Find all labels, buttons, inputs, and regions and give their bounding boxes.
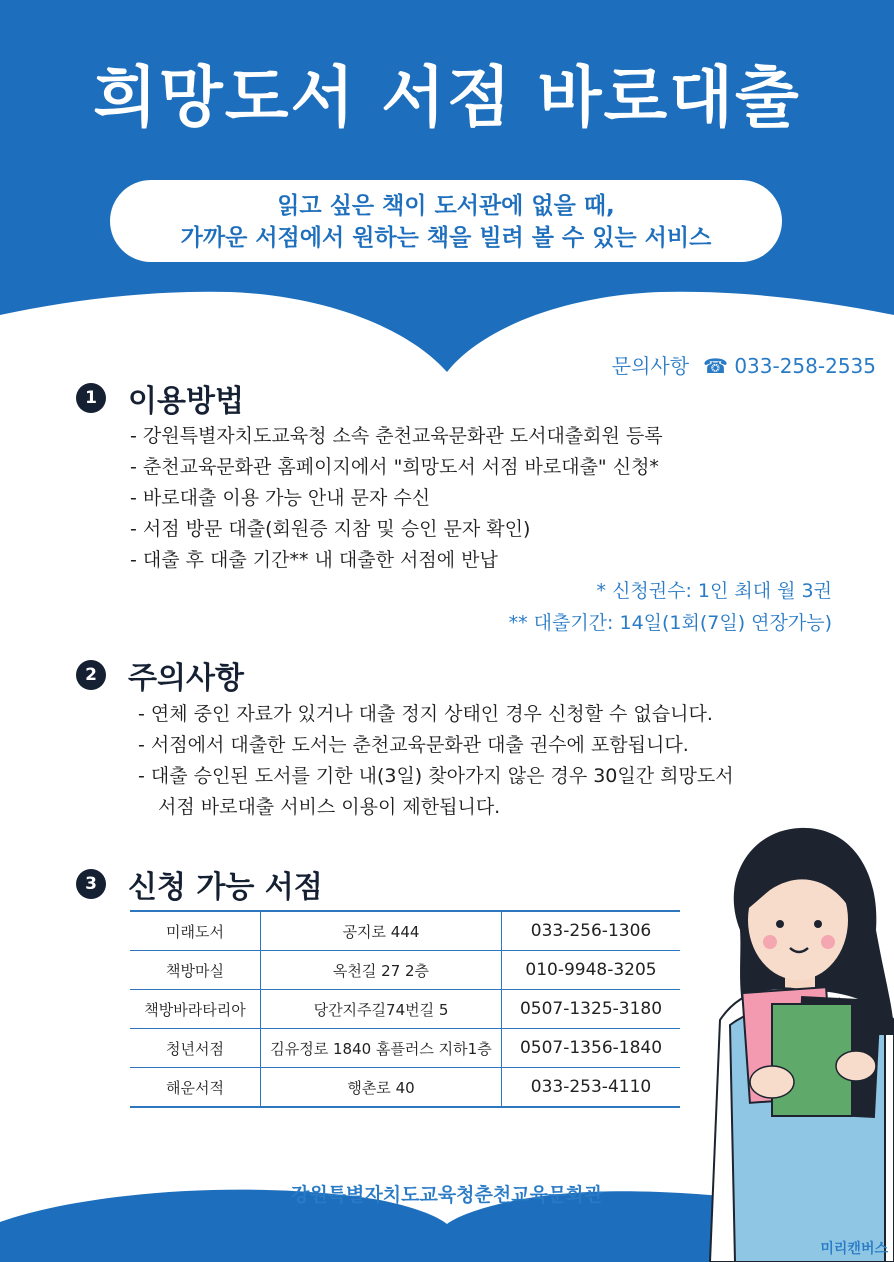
table-row — [130, 1029, 680, 1068]
table-row — [130, 911, 680, 951]
contact-info — [612, 350, 876, 379]
main-title: 희망도서 서점 바로대출 — [93, 59, 801, 136]
store-name: 미래도서 — [130, 911, 261, 951]
store-address: 옥천길 27 2층 — [261, 951, 502, 990]
section-usage-header — [76, 376, 244, 420]
store-address: 김유정로 1840 홈플러스 지하1층 — [261, 1029, 502, 1068]
store-phone: 0507-1325-3180 — [502, 990, 681, 1029]
store-phone: 010-9948-3205 — [502, 951, 681, 990]
subtitle-line-1: 읽고 싶은 책이 도서관에 없을 때, — [277, 193, 615, 219]
section-stores-header — [76, 862, 323, 906]
usage-list — [130, 421, 663, 576]
contact-label: 문의사항 — [611, 354, 690, 378]
store-address: 공지로 444 — [261, 911, 502, 951]
caution-list — [138, 699, 734, 823]
store-name: 책방마실 — [130, 951, 261, 990]
store-phone: 033-256-1306 — [502, 911, 681, 951]
watermark: 미리캔버스 — [820, 1241, 888, 1257]
list-item: 서점 바로대출 서비스 이용이 제한됩니다. — [158, 796, 501, 818]
section-title-usage: 이용방법 — [128, 384, 244, 419]
store-name: 청년서점 — [130, 1029, 261, 1068]
list-item: - 연체 중인 자료가 있거나 대출 정지 상태인 경우 신청할 수 없습니다. — [138, 703, 713, 725]
store-name: 책방바라타리아 — [130, 990, 261, 1029]
table-row — [130, 990, 680, 1029]
store-name: 해운서적 — [130, 1068, 261, 1108]
section-number-3: 3 — [76, 869, 106, 899]
list-item: - 서점에서 대출한 도서는 춘천교육문화관 대출 권수에 포함됩니다. — [138, 734, 689, 756]
table-row — [130, 1068, 680, 1108]
section-title-caution: 주의사항 — [128, 661, 244, 696]
list-item: - 서점 방문 대출(회원증 지참 및 승인 문자 확인) — [130, 518, 531, 540]
list-item: - 대출 후 대출 기간** 내 대출한 서점에 반납 — [130, 549, 498, 571]
list-item: - 춘천교육문화관 홈페이지에서 "희망도서 서점 바로대출" 신청* — [130, 456, 659, 478]
store-address: 당간지주길74번길 5 — [261, 990, 502, 1029]
note-request-limit: * 신청권수: 1인 최대 월 3권 — [596, 580, 832, 602]
list-item: - 바로대출 이용 가능 안내 문자 수신 — [130, 487, 431, 509]
list-item: - 대출 승인된 도서를 기한 내(3일) 찾아가지 않은 경우 30일간 희망도서 — [138, 765, 734, 787]
contact-phone: ☎ 033-258-2535 — [703, 354, 876, 378]
subtitle-pill — [110, 180, 782, 262]
store-phone: 033-253-4110 — [502, 1068, 681, 1108]
subtitle-line-2: 가까운 서점에서 원하는 책을 빌려 볼 수 있는 서비스 — [180, 225, 712, 251]
stores-table — [130, 910, 680, 1108]
section-number-2: 2 — [76, 660, 106, 690]
store-address: 행촌로 40 — [261, 1068, 502, 1108]
section-title-stores: 신청 가능 서점 — [128, 870, 323, 905]
store-phone: 0507-1356-1840 — [502, 1029, 681, 1068]
note-loan-period: ** 대출기간: 14일(1회(7일) 연장가능) — [508, 612, 832, 634]
section-number-1: 1 — [76, 383, 106, 413]
organization-footer: 강원특별자치도교육청춘천교육문화관 — [290, 1184, 604, 1206]
table-row — [130, 951, 680, 990]
section-caution-header — [76, 653, 244, 697]
list-item: - 강원특별자치도교육청 소속 춘천교육문화관 도서대출회원 등록 — [130, 425, 663, 447]
